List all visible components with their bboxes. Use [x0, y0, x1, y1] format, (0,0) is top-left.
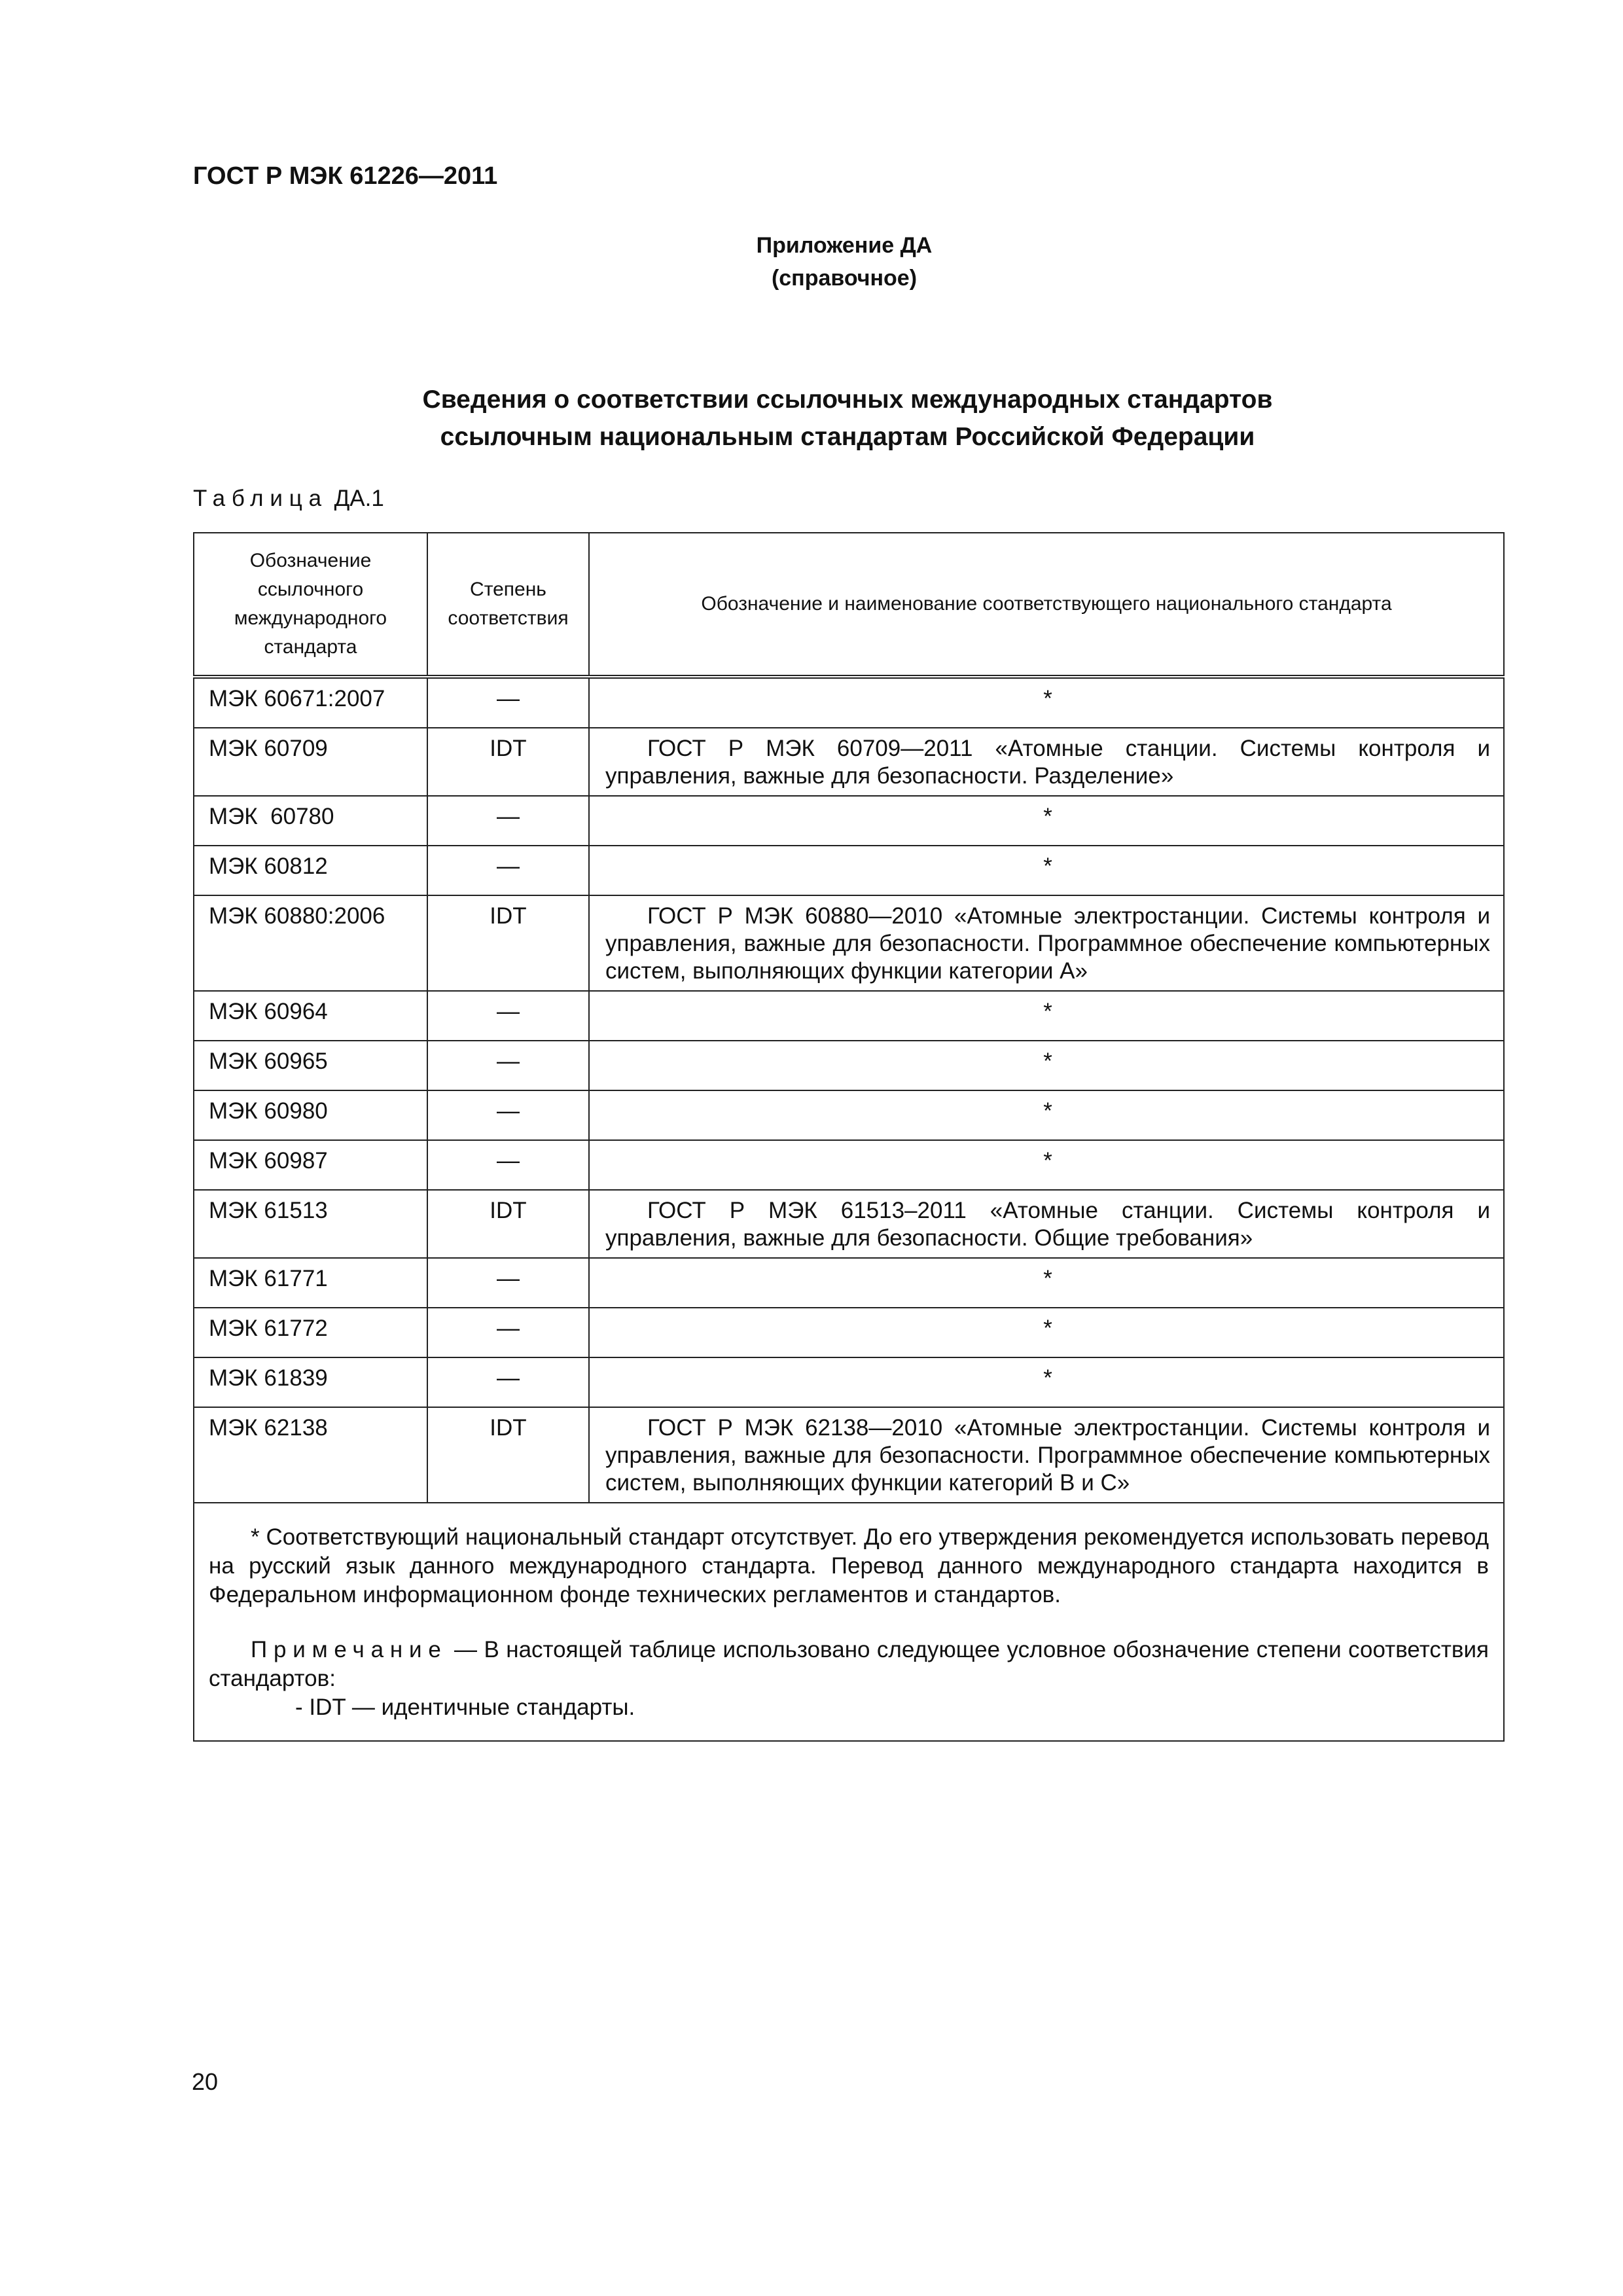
page-number: 20 [192, 2068, 219, 2095]
national-standard-text: ГОСТ Р МЭК 62138—2010 «Атомные электростанции. Системы контроля и управления, важные для безопасности. Программное обеспечение компьютерных систем, выполняющих функции категорий В и С» [605, 1415, 1490, 1496]
table-row [194, 1407, 1504, 1503]
table-row [194, 796, 1504, 846]
national-standard: * [589, 1258, 1504, 1308]
section-heading-line-2: ссылочным национальным стандартам Российской Федерации [440, 423, 1255, 451]
column-header-degree: Степень соответствия [427, 533, 589, 677]
international-standard: МЭК 61772 [194, 1308, 427, 1357]
international-standard: МЭК 60780 [194, 796, 427, 846]
degree-of-correspondence: IDT [427, 1190, 589, 1258]
table-row [194, 1308, 1504, 1357]
column-header-national: Обозначение и наименование соответствующего национального стандарта [589, 533, 1504, 677]
degree-of-correspondence: — [427, 1357, 589, 1407]
section-heading [193, 381, 1502, 456]
degree-of-correspondence: — [427, 1140, 589, 1190]
degree-of-correspondence: — [427, 796, 589, 846]
table-label-word: Таблица [193, 486, 328, 511]
international-standard: МЭК 60671:2007 [194, 677, 427, 728]
degree-of-correspondence: — [427, 1090, 589, 1140]
table-header-row [194, 533, 1504, 677]
degree-of-correspondence: — [427, 1308, 589, 1357]
degree-of-correspondence: — [427, 1041, 589, 1090]
table-row [194, 728, 1504, 796]
national-standard: * [589, 1140, 1504, 1190]
international-standard: МЭК 60880:2006 [194, 895, 427, 991]
national-standard: * [589, 1090, 1504, 1140]
table-row [194, 1258, 1504, 1308]
table-label [193, 486, 384, 512]
degree-of-correspondence: — [427, 677, 589, 728]
national-standard: * [589, 991, 1504, 1041]
international-standard: МЭК 60709 [194, 728, 427, 796]
table-row [194, 846, 1504, 895]
table-row [194, 1357, 1504, 1407]
international-standard: МЭК 60980 [194, 1090, 427, 1140]
national-standard-text: ГОСТ Р МЭК 60880—2010 «Атомные электростанции. Системы контроля и управления, важные для безопасности. Программное обеспечение компьютерных систем, выполняющих функции категории А» [605, 903, 1490, 984]
national-standard [589, 895, 1504, 991]
table-notes [194, 1503, 1504, 1741]
international-standard: МЭК 60965 [194, 1041, 427, 1090]
correspondence-table [193, 532, 1505, 1742]
degree-of-correspondence: — [427, 1258, 589, 1308]
table-row [194, 895, 1504, 991]
degree-of-correspondence: IDT [427, 728, 589, 796]
international-standard: МЭК 61513 [194, 1190, 427, 1258]
table-row [194, 991, 1504, 1041]
note-list-item: - IDT — идентичные стандарты. [295, 1695, 635, 1720]
table-row [194, 677, 1504, 728]
national-standard: * [589, 1357, 1504, 1407]
national-standard-text: ГОСТ Р МЭК 61513–2011 «Атомные станции. Системы контроля и управления, важные для безопасности. Общие требования» [605, 1198, 1490, 1251]
section-heading-line-1: Сведения о соответствии ссылочных международных стандартов [422, 386, 1273, 414]
national-standard [589, 728, 1504, 796]
national-standard: * [589, 796, 1504, 846]
note-text: — В настоящей таблице использовано следующее условное обозначение степени соответствия стандартов: [209, 1637, 1489, 1691]
table-notes-row [194, 1503, 1504, 1741]
column-header-international: Обозначение ссылочного международного стандарта [194, 533, 427, 677]
international-standard: МЭК 60987 [194, 1140, 427, 1190]
appendix-title: Приложение ДА [756, 233, 933, 258]
footnote: * Соответствующий национальный стандарт отсутствует. До его утверждения рекомендуется использовать перевод на русский язык данного международного стандарта. Перевод данного международного стандарта находится в Федеральном информационном фонде технических регламентов и стандартов. [209, 1524, 1489, 1607]
national-standard: * [589, 1041, 1504, 1090]
international-standard: МЭК 61771 [194, 1258, 427, 1308]
national-standard-text: ГОСТ Р МЭК 60709—2011 «Атомные станции. Системы контроля и управления, важные для безопасности. Разделение» [605, 736, 1490, 789]
degree-of-correspondence: — [427, 846, 589, 895]
table-row [194, 1140, 1504, 1190]
international-standard: МЭК 60812 [194, 846, 427, 895]
degree-of-correspondence: IDT [427, 895, 589, 991]
national-standard: * [589, 677, 1504, 728]
degree-of-correspondence: — [427, 991, 589, 1041]
table-label-number: ДА.1 [334, 486, 384, 511]
note [209, 1636, 1489, 1693]
table-row [194, 1190, 1504, 1258]
national-standard: * [589, 846, 1504, 895]
table-row [194, 1041, 1504, 1090]
national-standard: * [589, 1308, 1504, 1357]
degree-of-correspondence: IDT [427, 1407, 589, 1503]
international-standard: МЭК 60964 [194, 991, 427, 1041]
document-code: ГОСТ Р МЭК 61226—2011 [193, 162, 498, 190]
national-standard [589, 1190, 1504, 1258]
note-label: Примечание [251, 1637, 448, 1662]
international-standard: МЭК 62138 [194, 1407, 427, 1503]
appendix-kind: (справочное) [771, 266, 918, 291]
international-standard: МЭК 61839 [194, 1357, 427, 1407]
national-standard [589, 1407, 1504, 1503]
table-row [194, 1090, 1504, 1140]
